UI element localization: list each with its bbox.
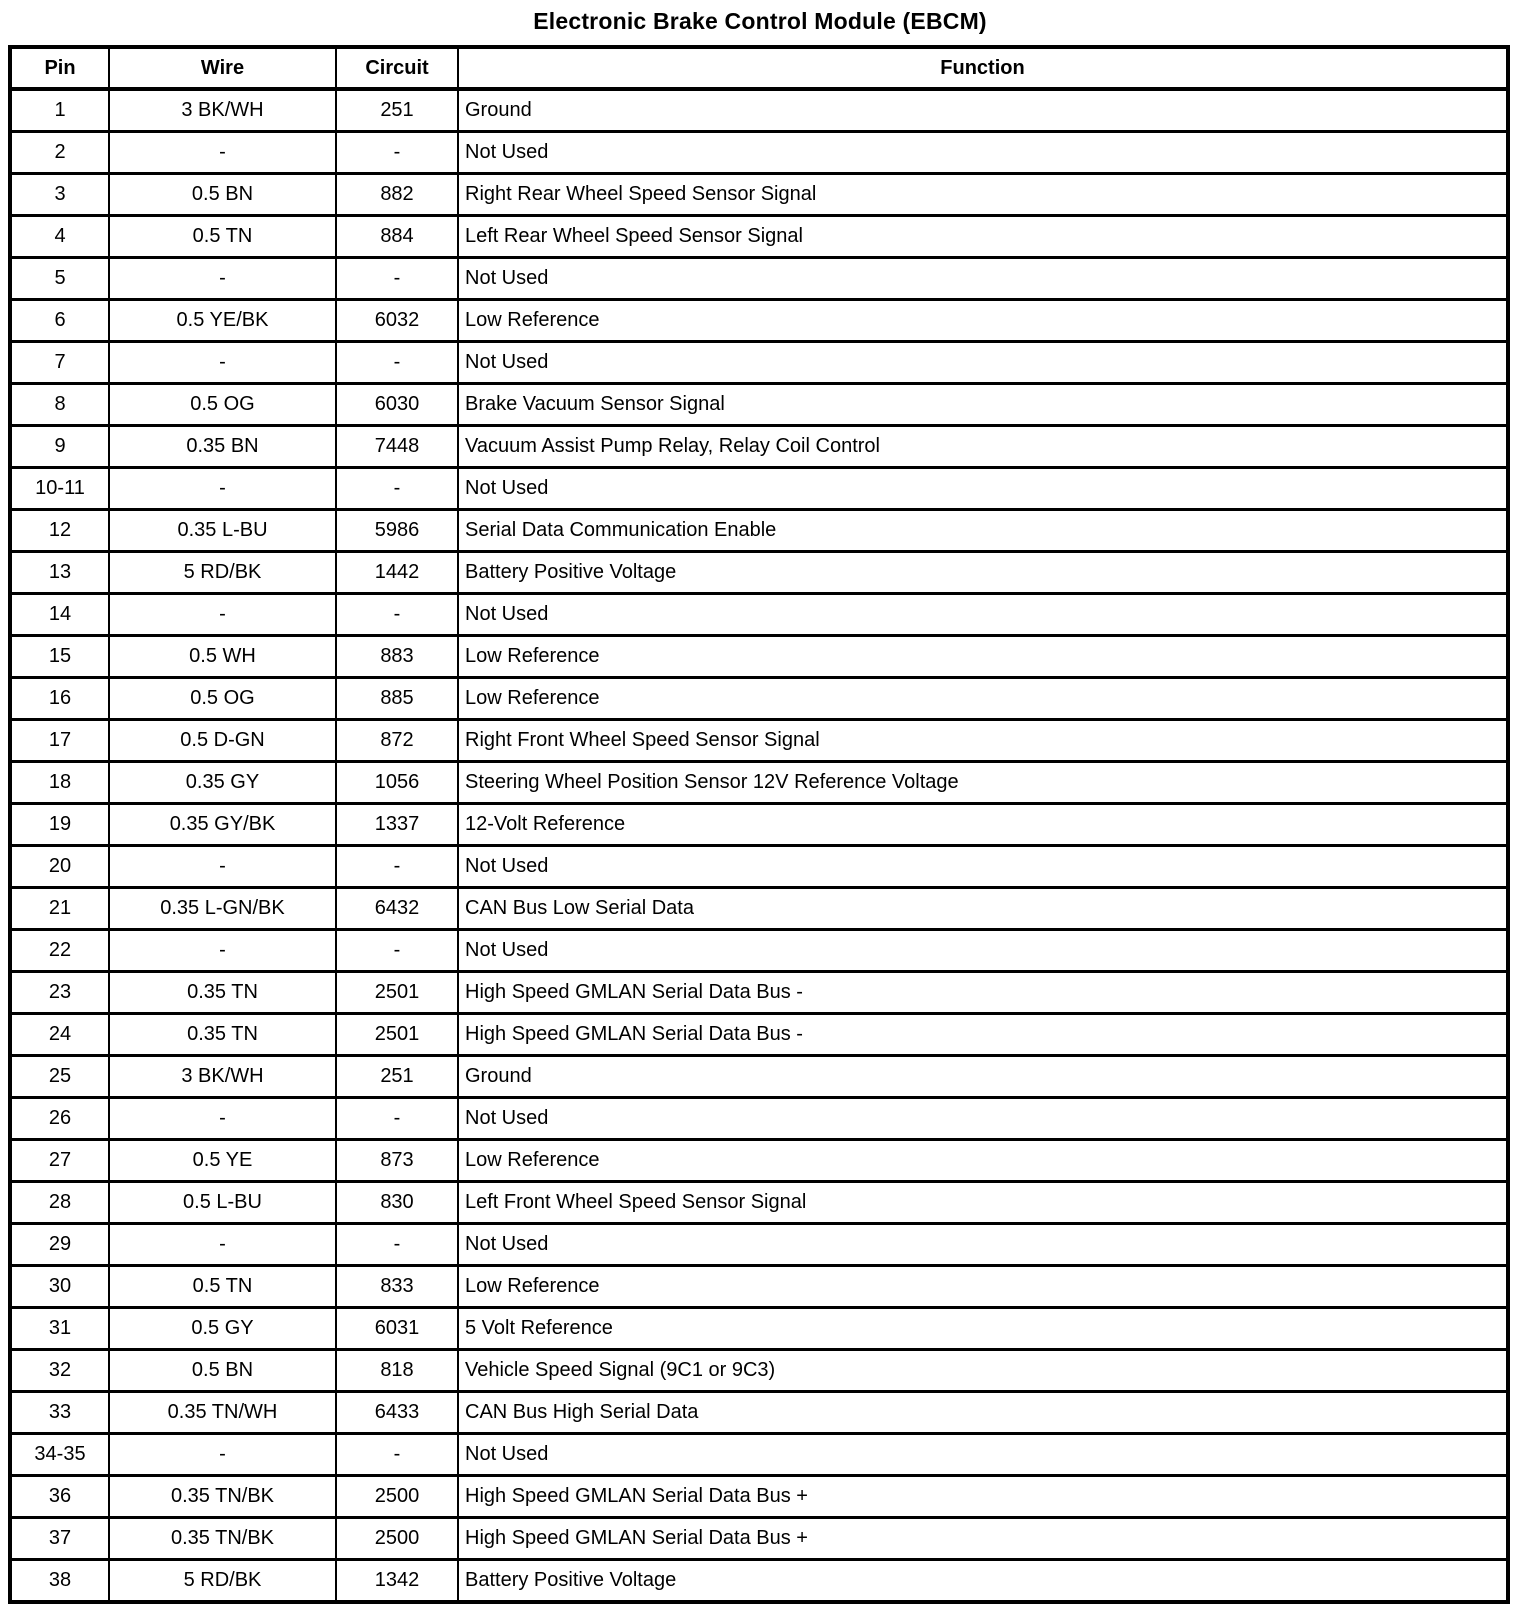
wire-cell: -	[109, 258, 336, 300]
function-cell: Left Front Wheel Speed Sensor Signal	[458, 1182, 1508, 1224]
function-cell: 12-Volt Reference	[458, 804, 1508, 846]
circuit-cell: 251	[336, 1056, 458, 1098]
circuit-cell: 882	[336, 174, 458, 216]
table-row	[10, 594, 1508, 636]
wire-cell: 0.35 BN	[109, 426, 336, 468]
pin-cell: 24	[10, 1014, 109, 1056]
pin-cell: 36	[10, 1476, 109, 1518]
table-row	[10, 384, 1508, 426]
circuit-cell: -	[336, 258, 458, 300]
function-cell: Low Reference	[458, 1140, 1508, 1182]
wire-cell: 5 RD/BK	[109, 552, 336, 594]
wire-cell: -	[109, 930, 336, 972]
wire-cell: 0.5 WH	[109, 636, 336, 678]
pin-cell: 7	[10, 342, 109, 384]
circuit-cell: 1337	[336, 804, 458, 846]
circuit-cell: 6031	[336, 1308, 458, 1350]
wire-cell: -	[109, 1098, 336, 1140]
pin-cell: 26	[10, 1098, 109, 1140]
pin-cell: 21	[10, 888, 109, 930]
function-cell: High Speed GMLAN Serial Data Bus -	[458, 1014, 1508, 1056]
function-cell: Not Used	[458, 594, 1508, 636]
wire-cell: 0.5 GY	[109, 1308, 336, 1350]
function-cell: Ground	[458, 89, 1508, 132]
table-row	[10, 216, 1508, 258]
table-row	[10, 888, 1508, 930]
circuit-cell: 2500	[336, 1518, 458, 1560]
circuit-cell: 883	[336, 636, 458, 678]
wire-cell: 0.5 OG	[109, 384, 336, 426]
pin-cell: 33	[10, 1392, 109, 1434]
table-row	[10, 89, 1508, 132]
pin-cell: 38	[10, 1560, 109, 1603]
pin-cell: 23	[10, 972, 109, 1014]
circuit-cell: 872	[336, 720, 458, 762]
function-cell: Not Used	[458, 930, 1508, 972]
circuit-cell: 884	[336, 216, 458, 258]
circuit-cell: -	[336, 468, 458, 510]
wire-cell: 0.35 L-BU	[109, 510, 336, 552]
table-row	[10, 1182, 1508, 1224]
page-title: Electronic Brake Control Module (EBCM)	[533, 8, 987, 34]
function-cell: Left Rear Wheel Speed Sensor Signal	[458, 216, 1508, 258]
wire-cell: 0.35 TN/BK	[109, 1518, 336, 1560]
function-cell: CAN Bus Low Serial Data	[458, 888, 1508, 930]
wire-cell: -	[109, 1434, 336, 1476]
wire-cell: 0.5 D-GN	[109, 720, 336, 762]
circuit-cell: 1056	[336, 762, 458, 804]
table-row	[10, 1098, 1508, 1140]
header-wire: Wire	[109, 47, 336, 89]
wire-cell: 0.35 TN/WH	[109, 1392, 336, 1434]
wire-cell: -	[109, 594, 336, 636]
wire-cell: 3 BK/WH	[109, 1056, 336, 1098]
circuit-cell: 873	[336, 1140, 458, 1182]
pin-cell: 18	[10, 762, 109, 804]
function-cell: Right Rear Wheel Speed Sensor Signal	[458, 174, 1508, 216]
wire-cell: 0.5 OG	[109, 678, 336, 720]
function-cell: Vehicle Speed Signal (9C1 or 9C3)	[458, 1350, 1508, 1392]
table-row	[10, 1518, 1508, 1560]
pin-cell: 10-11	[10, 468, 109, 510]
table-row	[10, 426, 1508, 468]
table-row	[10, 1056, 1508, 1098]
function-cell: High Speed GMLAN Serial Data Bus +	[458, 1518, 1508, 1560]
circuit-cell: -	[336, 594, 458, 636]
table-row	[10, 972, 1508, 1014]
table-row	[10, 1476, 1508, 1518]
function-cell: High Speed GMLAN Serial Data Bus -	[458, 972, 1508, 1014]
table-row	[10, 930, 1508, 972]
circuit-cell: 251	[336, 89, 458, 132]
circuit-cell: 2501	[336, 1014, 458, 1056]
pin-cell: 22	[10, 930, 109, 972]
function-cell: Right Front Wheel Speed Sensor Signal	[458, 720, 1508, 762]
circuit-cell: 5986	[336, 510, 458, 552]
pin-cell: 1	[10, 89, 109, 132]
circuit-cell: 833	[336, 1266, 458, 1308]
wire-cell: 0.35 TN	[109, 972, 336, 1014]
pin-cell: 27	[10, 1140, 109, 1182]
header-row	[10, 47, 1508, 89]
table-row	[10, 258, 1508, 300]
circuit-cell: -	[336, 846, 458, 888]
table-row	[10, 1140, 1508, 1182]
function-cell: Low Reference	[458, 636, 1508, 678]
circuit-cell: -	[336, 132, 458, 174]
pin-cell: 6	[10, 300, 109, 342]
table-row	[10, 1014, 1508, 1056]
function-cell: Not Used	[458, 132, 1508, 174]
table-row	[10, 804, 1508, 846]
circuit-cell: -	[336, 1434, 458, 1476]
function-cell: Vacuum Assist Pump Relay, Relay Coil Control	[458, 426, 1508, 468]
table-row	[10, 300, 1508, 342]
circuit-cell: -	[336, 1224, 458, 1266]
pin-cell: 28	[10, 1182, 109, 1224]
circuit-cell: -	[336, 1098, 458, 1140]
function-cell: Ground	[458, 1056, 1508, 1098]
wire-cell: 0.5 YE/BK	[109, 300, 336, 342]
circuit-cell: -	[336, 342, 458, 384]
pin-cell: 14	[10, 594, 109, 636]
wire-cell: 0.5 TN	[109, 216, 336, 258]
table-row	[10, 510, 1508, 552]
table-row	[10, 342, 1508, 384]
function-cell: Low Reference	[458, 678, 1508, 720]
function-cell: Not Used	[458, 258, 1508, 300]
function-cell: Steering Wheel Position Sensor 12V Reference Voltage	[458, 762, 1508, 804]
pin-cell: 32	[10, 1350, 109, 1392]
circuit-cell: 6432	[336, 888, 458, 930]
table-row	[10, 174, 1508, 216]
table-row	[10, 468, 1508, 510]
pin-cell: 19	[10, 804, 109, 846]
pin-cell: 29	[10, 1224, 109, 1266]
pin-cell: 17	[10, 720, 109, 762]
function-cell: Not Used	[458, 846, 1508, 888]
pin-cell: 20	[10, 846, 109, 888]
pin-cell: 31	[10, 1308, 109, 1350]
circuit-cell: 6030	[336, 384, 458, 426]
wire-cell: 0.5 BN	[109, 1350, 336, 1392]
circuit-cell: 818	[336, 1350, 458, 1392]
function-cell: Not Used	[458, 342, 1508, 384]
table-row	[10, 1350, 1508, 1392]
table-row	[10, 132, 1508, 174]
circuit-cell: 1342	[336, 1560, 458, 1603]
circuit-cell: 6433	[336, 1392, 458, 1434]
pin-cell: 13	[10, 552, 109, 594]
pin-cell: 5	[10, 258, 109, 300]
table-row	[10, 552, 1508, 594]
header-function: Function	[458, 47, 1508, 89]
pin-cell: 34-35	[10, 1434, 109, 1476]
function-cell: Not Used	[458, 468, 1508, 510]
table-row	[10, 1560, 1508, 1603]
table-row	[10, 636, 1508, 678]
pin-cell: 2	[10, 132, 109, 174]
circuit-cell: 830	[336, 1182, 458, 1224]
table-row	[10, 1434, 1508, 1476]
wire-cell: -	[109, 132, 336, 174]
table-row	[10, 762, 1508, 804]
wire-cell: 0.35 GY/BK	[109, 804, 336, 846]
circuit-cell: 6032	[336, 300, 458, 342]
function-cell: 5 Volt Reference	[458, 1308, 1508, 1350]
pin-cell: 15	[10, 636, 109, 678]
circuit-cell: 1442	[336, 552, 458, 594]
pin-cell: 4	[10, 216, 109, 258]
circuit-cell: -	[336, 930, 458, 972]
pin-cell: 16	[10, 678, 109, 720]
function-cell: Low Reference	[458, 1266, 1508, 1308]
wire-cell: 0.35 TN	[109, 1014, 336, 1056]
function-cell: Not Used	[458, 1098, 1508, 1140]
circuit-cell: 2500	[336, 1476, 458, 1518]
wire-cell: 0.5 YE	[109, 1140, 336, 1182]
wire-cell: -	[109, 342, 336, 384]
wire-cell: -	[109, 468, 336, 510]
wire-cell: 0.5 L-BU	[109, 1182, 336, 1224]
ebcm-pinout-table	[8, 45, 1510, 1604]
function-cell: Not Used	[458, 1434, 1508, 1476]
function-cell: High Speed GMLAN Serial Data Bus +	[458, 1476, 1508, 1518]
pin-cell: 30	[10, 1266, 109, 1308]
table-body	[10, 89, 1508, 1602]
header-pin: Pin	[10, 47, 109, 89]
circuit-cell: 7448	[336, 426, 458, 468]
function-cell: Not Used	[458, 1224, 1508, 1266]
pin-cell: 8	[10, 384, 109, 426]
function-cell: Battery Positive Voltage	[458, 1560, 1508, 1603]
function-cell: Low Reference	[458, 300, 1508, 342]
function-cell: Serial Data Communication Enable	[458, 510, 1508, 552]
pin-cell: 25	[10, 1056, 109, 1098]
header-circuit: Circuit	[336, 47, 458, 89]
wire-cell: 3 BK/WH	[109, 89, 336, 132]
wire-cell: 0.5 BN	[109, 174, 336, 216]
table-row	[10, 1224, 1508, 1266]
wire-cell: 0.35 GY	[109, 762, 336, 804]
circuit-cell: 2501	[336, 972, 458, 1014]
table-row	[10, 1392, 1508, 1434]
wire-cell: -	[109, 1224, 336, 1266]
wire-cell: 5 RD/BK	[109, 1560, 336, 1603]
wire-cell: 0.35 L-GN/BK	[109, 888, 336, 930]
table-row	[10, 678, 1508, 720]
pin-cell: 9	[10, 426, 109, 468]
table-row	[10, 720, 1508, 762]
pin-cell: 3	[10, 174, 109, 216]
table-row	[10, 1266, 1508, 1308]
table-row	[10, 1308, 1508, 1350]
wire-cell: -	[109, 846, 336, 888]
wire-cell: 0.35 TN/BK	[109, 1476, 336, 1518]
pin-cell: 12	[10, 510, 109, 552]
function-cell: CAN Bus High Serial Data	[458, 1392, 1508, 1434]
wire-cell: 0.5 TN	[109, 1266, 336, 1308]
circuit-cell: 885	[336, 678, 458, 720]
function-cell: Battery Positive Voltage	[458, 552, 1508, 594]
function-cell: Brake Vacuum Sensor Signal	[458, 384, 1508, 426]
table-row	[10, 846, 1508, 888]
pin-cell: 37	[10, 1518, 109, 1560]
